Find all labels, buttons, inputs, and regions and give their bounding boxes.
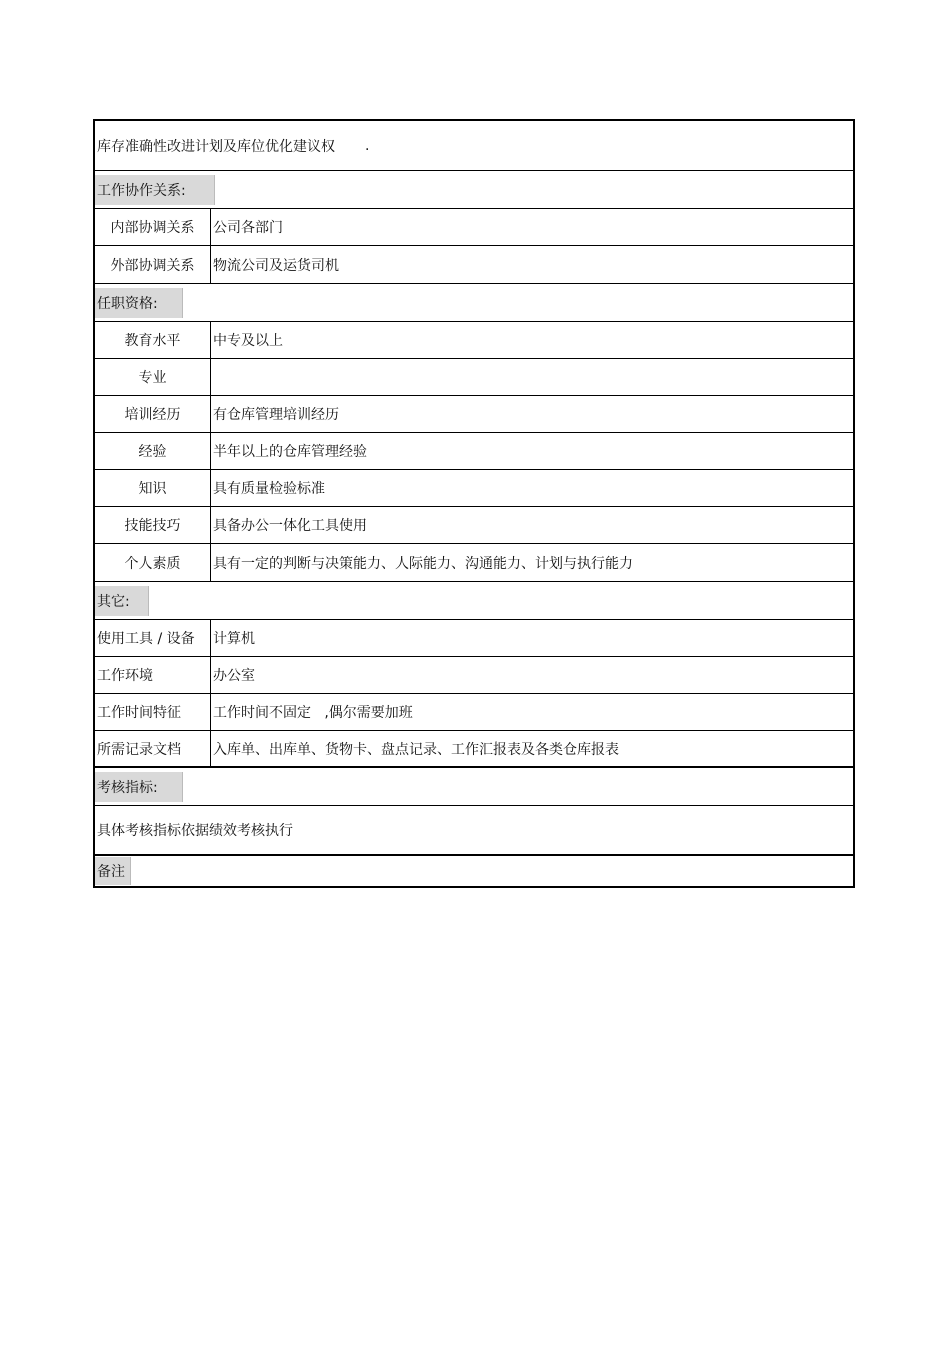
qualification-label: 培训经历	[95, 396, 211, 432]
qualification-row	[95, 322, 853, 359]
other-row	[95, 657, 853, 694]
other-row	[95, 620, 853, 657]
other-label: 工作环境	[95, 657, 211, 693]
authority-row	[95, 121, 853, 171]
qualification-label: 经验	[95, 433, 211, 469]
job-description-table	[93, 119, 855, 888]
other-section-header	[95, 582, 853, 620]
remarks-label: 备注	[95, 857, 131, 885]
qualification-value: 具有一定的判断与决策能力、人际能力、沟通能力、计划与执行能力	[213, 555, 633, 572]
qualifications-section-label: 任职资格:	[95, 288, 183, 318]
qualification-value: 有仓库管理培训经历	[213, 407, 339, 423]
other-label: 所需记录文档	[95, 731, 211, 766]
authority-text: 库存准确性改进计划及库位优化建议权	[97, 138, 335, 155]
qualification-row	[95, 359, 853, 396]
cooperation-value-external: 物流公司及运货司机	[213, 257, 339, 274]
qualification-row	[95, 507, 853, 544]
other-value: 工作时间不固定 ,偶尔需要加班	[213, 705, 413, 721]
qualification-value: 中专及以上	[213, 333, 283, 349]
qualification-label: 个人素质	[95, 544, 211, 581]
qualification-value	[211, 359, 853, 395]
qualification-row	[95, 544, 853, 582]
other-value: 入库单、出库单、货物卡、盘点记录、工作汇报表及各类仓库报表	[213, 741, 619, 758]
qualification-value: 具备办公一体化工具使用	[213, 518, 367, 534]
qualification-value: 具有质量检验标准	[213, 481, 325, 497]
assessment-text: 具体考核指标依据绩效考核执行	[97, 823, 293, 839]
assessment-row	[95, 806, 853, 856]
other-value: 计算机	[213, 631, 255, 647]
other-label: 工作时间特征	[95, 694, 211, 730]
other-label: 使用工具 / 设备	[95, 620, 211, 656]
qualification-row	[95, 470, 853, 507]
assessment-section-label: 考核指标:	[95, 772, 183, 802]
qualification-label: 专业	[95, 359, 211, 395]
qualification-label: 知识	[95, 470, 211, 506]
cooperation-section-header	[95, 171, 853, 209]
other-row	[95, 694, 853, 731]
other-value: 办公室	[213, 668, 255, 684]
remarks-row	[95, 856, 853, 886]
qualifications-section-header	[95, 284, 853, 322]
cooperation-label-internal: 内部协调关系	[95, 209, 211, 245]
qualification-label: 技能技巧	[95, 507, 211, 543]
qualification-value: 半年以上的仓库管理经验	[213, 444, 367, 460]
qualification-label: 教育水平	[95, 322, 211, 358]
cooperation-label-external: 外部协调关系	[95, 246, 211, 283]
other-row	[95, 731, 853, 768]
assessment-section-header	[95, 768, 853, 806]
cooperation-row-external	[95, 246, 853, 284]
other-section-label: 其它:	[95, 586, 149, 616]
authority-trailing-dot: .	[365, 137, 370, 154]
qualification-row	[95, 433, 853, 470]
qualification-row	[95, 396, 853, 433]
cooperation-section-label: 工作协作关系:	[95, 175, 215, 205]
cooperation-value-internal: 公司各部门	[213, 220, 283, 236]
cooperation-row-internal	[95, 209, 853, 246]
